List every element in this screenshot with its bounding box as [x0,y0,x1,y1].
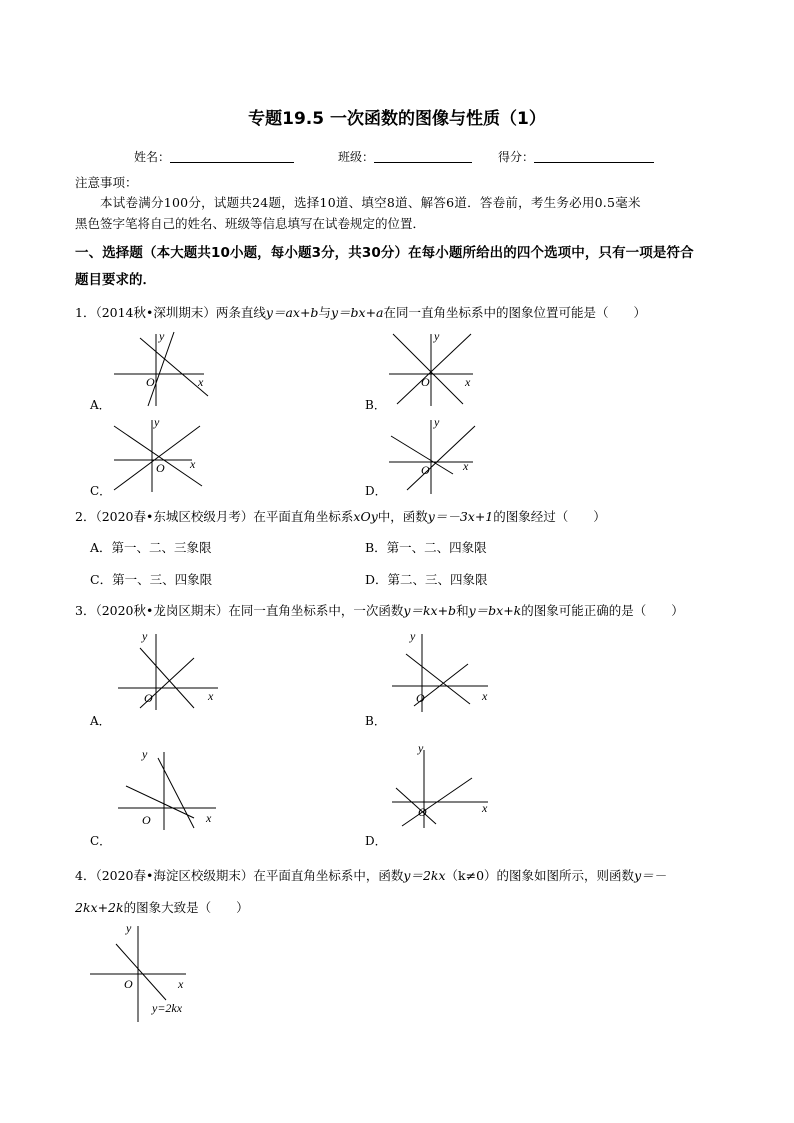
score-label: 得分： [498,150,535,164]
score-field[interactable] [498,148,654,165]
line-1 [393,334,463,404]
line-2 [114,426,200,490]
class-label: 班级： [338,150,375,164]
q3-option-a-graph[interactable] [112,628,232,712]
question-4-stem-line-2: 2kx+2k的图象大致是（ ） [75,900,249,915]
x-label: x [178,977,184,991]
q3-option-a[interactable]: A． [90,714,111,728]
line-2 [397,334,471,404]
y-label: y [434,329,440,343]
q1-equation-2: y＝bx+a [330,305,384,320]
x-label: x [463,459,469,473]
q1-option-d-graph[interactable] [385,414,495,496]
q3-equation-2: y＝bx+k [468,603,522,618]
y-label: y [126,921,132,935]
line-1 [396,788,436,824]
q3-option-d[interactable]: D． [365,834,387,848]
origin-label: O [142,813,151,827]
origin-label: O [146,375,155,389]
q4-reference-graph [86,920,206,1026]
section-heading-line-2: 题目要求的． [75,272,156,288]
origin-label: O [156,461,165,475]
line-2 [148,332,174,406]
q1-equation-1: y＝ax+b [265,305,319,320]
q2-option-a[interactable]: A．第一、二、三象限 [90,540,212,555]
q3-option-c[interactable]: C． [90,834,112,848]
notice-heading: 注意事项： [75,175,138,190]
x-label: x [190,457,196,471]
line-1 [158,758,194,828]
x-label: x [482,689,488,703]
q3-equation-1: y＝kx+b [403,603,457,618]
question-4-stem-line-1: 4．（2020春•海淀区校级期末）在平面直角坐标系中，函数y＝2kx（k≠0）的图象如图所示，则函数y＝－ [75,868,667,883]
notice-line-1: 本试卷满分100分，试题共24题，选择10道、填空8道、解答6道．答卷前，考生务必用0.5毫米 [100,195,641,210]
x-label: x [198,375,204,389]
q1-option-a-graph[interactable] [110,328,220,410]
y-label: y [434,415,440,429]
q1-option-c[interactable]: C． [90,484,112,498]
question-3-stem: 3．（2020秋•龙岗区期末）在同一直角坐标系中，一次函数y＝kx+b和y＝bx+k的图象可能正确的是（ ） [75,603,684,618]
notice-line-2: 黑色签字笔将自己的姓名、班级等信息填写在试卷规定的位置． [75,216,426,231]
line-2 [407,426,475,490]
x-label: x [206,811,212,825]
y-label: y [159,329,165,343]
q4-equation-2-start: y＝－ [634,868,667,883]
y-label: y [410,629,416,643]
score-blank[interactable] [534,150,654,163]
q4-condition: （k≠0） [445,868,497,883]
q1-option-c-graph[interactable] [110,414,220,496]
section-heading-line-1: 一、选择题（本大题共10小题，每小题3分，共30分）在每小题所给出的四个选项中，只有一项是符合 [75,245,694,261]
line-1 [114,426,202,486]
q2-option-c[interactable]: C．第一、三、四象限 [90,572,213,587]
class-field[interactable] [338,148,472,165]
x-label: x [482,801,488,815]
origin-label: O [144,691,153,705]
y-label: y [142,747,148,761]
question-1-stem: 1．（2014秋•深圳期末）两条直线y＝ax+b与y＝bx+a在同一直角坐标系中的图象位置可能是（ ） [75,305,647,320]
origin-label: O [421,463,430,477]
q3-option-b[interactable]: B． [365,714,386,728]
q2-option-b[interactable]: B．第一、二、四象限 [365,540,487,555]
name-label: 姓名： [134,150,171,164]
q1-option-b-graph[interactable] [385,328,495,410]
y-label: y [142,629,148,643]
q3-option-d-graph[interactable] [388,740,508,830]
page-title: 专题19.5 一次函数的图像与性质（1） [248,109,546,129]
origin-label: O [416,691,425,705]
line-y-2kx [116,944,166,1000]
line-2 [126,786,194,818]
graph-label: y=2kx [152,1001,183,1015]
y-label: y [154,415,160,429]
q4-equation-1: y＝2kx [403,868,446,883]
question-2-stem: 2．（2020春•东城区校级月考）在平面直角坐标系xOy中，函数y＝－3x+1的图象经过（ ） [75,509,606,524]
class-blank[interactable] [374,150,472,163]
y-label: y [418,741,424,755]
origin-label: O [421,375,430,389]
q3-option-c-graph[interactable] [112,746,232,830]
q2-equation: y＝－3x+1 [427,509,494,524]
q2-plane: xOy [353,509,378,524]
q3-option-b-graph[interactable] [388,628,508,712]
x-label: x [465,375,471,389]
q1-option-d[interactable]: D． [365,484,387,498]
origin-label: O [124,977,133,991]
q1-option-b[interactable]: B． [365,398,386,412]
q2-option-d[interactable]: D．第二、三、四象限 [365,572,488,587]
name-blank[interactable] [170,150,294,163]
name-field[interactable] [134,148,294,165]
q1-option-a[interactable]: A． [90,398,111,412]
origin-label: O [418,805,427,819]
q4-equation-2-end: 2kx+2k [75,900,124,915]
x-label: x [208,689,214,703]
